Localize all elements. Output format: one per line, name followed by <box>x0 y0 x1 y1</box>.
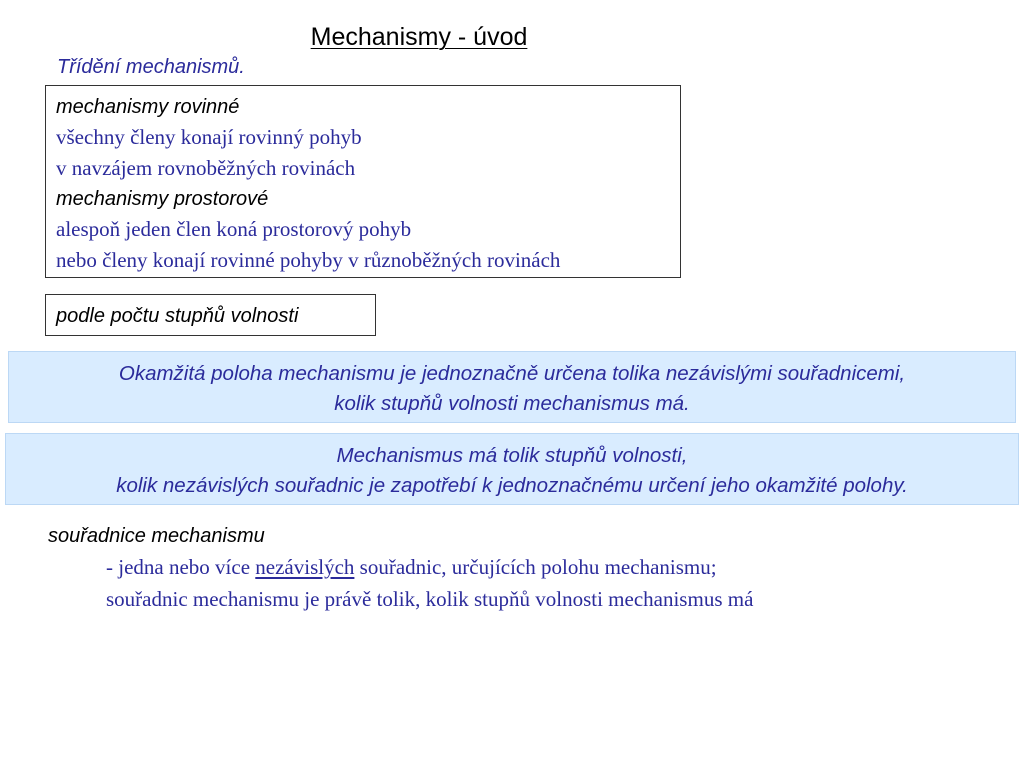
coordinates-definition-line-1 <box>106 552 717 582</box>
degrees-of-freedom-box: podle počtu stupňů volnosti <box>45 294 376 336</box>
position-statement-line-1: Okamžitá poloha mechanismu je jednoznačně určena tolika nezávislými souřadnicemi, <box>118 362 906 385</box>
planar-mechanisms-desc-2: v navzájem rovnoběžných rovinách <box>56 156 356 180</box>
coordinates-line-1-suffix: souřadnic, určujících polohu mechanismu; <box>354 555 717 579</box>
section-subtitle: Třídění mechanismů. <box>57 56 245 78</box>
coordinates-line-1-prefix: - jedna nebo více <box>106 555 256 579</box>
planar-mechanisms-heading: mechanismy rovinné <box>56 96 240 118</box>
dof-statement-band <box>5 433 1019 505</box>
spatial-mechanisms-desc-2: nebo členy konají rovinné pohyby v různoběžných rovinách <box>56 248 561 272</box>
position-statement-line-2: kolik stupňů volnosti mechanismus má. <box>334 392 690 415</box>
spatial-mechanisms-desc-1: alespoň jeden člen koná prostorový pohyb <box>56 217 412 241</box>
independent-term-underlined: nezávislých <box>255 555 355 579</box>
spatial-mechanisms-heading: mechanismy prostorové <box>56 188 269 210</box>
page-title: Mechanismy - úvod <box>310 23 528 51</box>
dof-statement-line-2: kolik nezávislých souřadnic je zapotřebí k jednoznačnému určení jeho okamžité polohy. <box>116 474 908 497</box>
coordinates-heading: souřadnice mechanismu <box>48 525 265 547</box>
planar-mechanisms-desc-1: všechny členy konají rovinný pohyb <box>56 125 362 149</box>
coordinates-definition-line-2: souřadnic mechanismu je právě tolik, kolik stupňů volnosti mechanismus má <box>106 587 754 611</box>
classification-box <box>45 85 681 278</box>
position-statement-band <box>8 351 1016 423</box>
dof-statement-line-1: Mechanismus má tolik stupňů volnosti, <box>336 444 688 467</box>
